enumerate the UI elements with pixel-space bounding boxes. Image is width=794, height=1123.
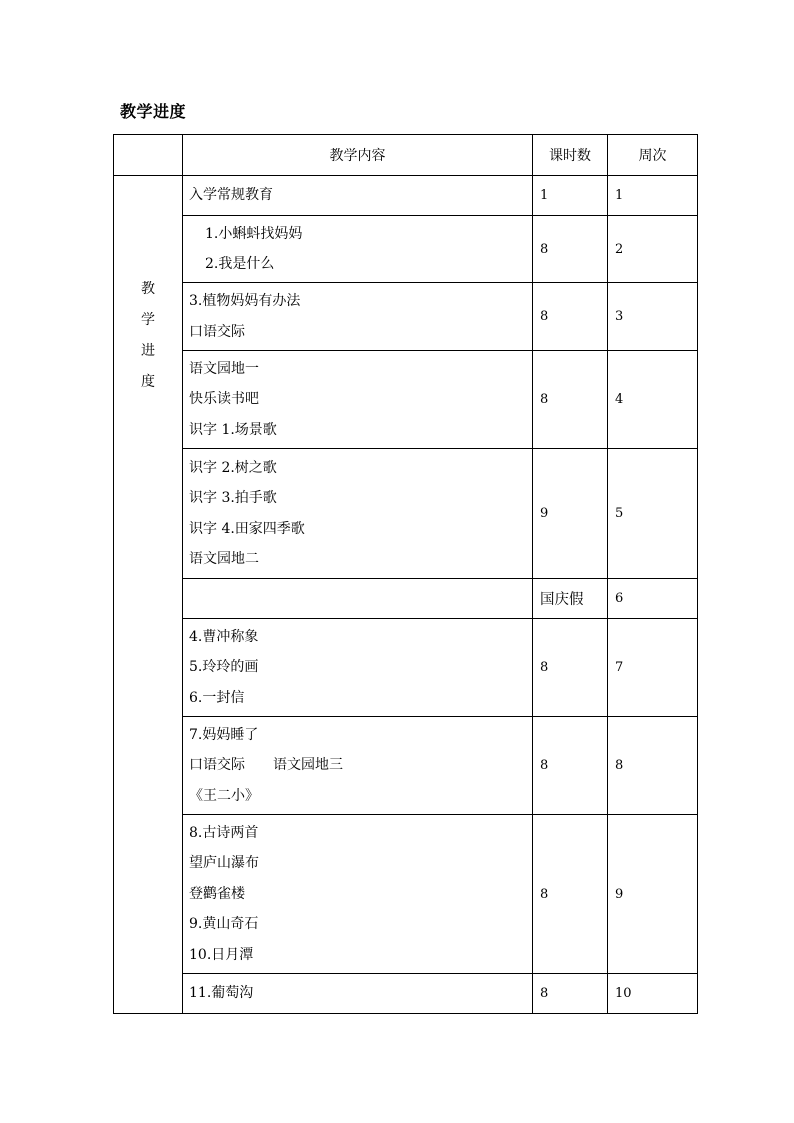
content-line: 9.黄山奇石	[189, 916, 259, 933]
content-line: 识字 1.场景歌	[189, 421, 277, 438]
content-line: 识字 2.树之歌	[189, 459, 277, 476]
content-line: 3.植物妈妈有办法	[189, 293, 301, 309]
side-label-char: 度	[141, 374, 155, 390]
header-content: 教学内容	[183, 135, 533, 176]
content-line: 11.葡萄沟	[189, 985, 254, 1002]
content-line: 4.曹冲称象	[189, 628, 259, 645]
week-cell: 10	[608, 974, 698, 1014]
hours-cell: 8	[533, 815, 608, 974]
table-row	[114, 619, 698, 717]
content-line: 7.妈妈睡了	[189, 726, 259, 743]
content-line: 10.日月潭	[189, 946, 254, 963]
hours-cell: 8	[533, 351, 608, 449]
content-line: 语文园地二	[189, 551, 259, 567]
week-cell: 6	[608, 579, 698, 619]
content-line: 6.一封信	[189, 689, 245, 706]
content-line: 语文园地一	[189, 360, 259, 377]
table-header-row	[114, 135, 698, 176]
schedule-table	[113, 134, 698, 1014]
content-cell	[183, 579, 533, 619]
table-row	[114, 283, 698, 351]
table-row	[114, 579, 698, 619]
week-cell: 7	[608, 619, 698, 717]
side-label	[114, 176, 183, 1014]
content-line: 登鹳雀楼	[189, 885, 245, 902]
week-cell: 9	[608, 815, 698, 974]
content-segment: 语文园地三	[273, 757, 343, 774]
content-cell	[183, 216, 533, 283]
week-cell: 1	[608, 176, 698, 216]
week-cell: 8	[608, 717, 698, 815]
content-line: 识字 4.田家四季歌	[189, 520, 305, 537]
table-row	[114, 216, 698, 283]
side-label-char: 学	[141, 312, 155, 328]
content-line: 入学常规教育	[189, 187, 273, 204]
hours-cell: 8	[533, 619, 608, 717]
table-row	[114, 351, 698, 449]
content-line: 2.我是什么	[205, 256, 275, 272]
content-line: 8.古诗两首	[189, 824, 259, 841]
content-line: 快乐读书吧	[189, 391, 259, 408]
table-row	[114, 815, 698, 974]
hours-cell: 8	[533, 974, 608, 1014]
hours-cell: 9	[533, 449, 608, 579]
table-row	[114, 717, 698, 815]
content-line: 1.小蝌蚪找妈妈	[205, 225, 303, 242]
table-row	[114, 449, 698, 579]
hours-cell: 国庆假	[533, 579, 608, 619]
content-cell	[183, 619, 533, 717]
week-cell: 2	[608, 216, 698, 283]
table-row	[114, 176, 698, 216]
side-label-char: 进	[141, 343, 155, 359]
header-hours: 课时数	[533, 135, 608, 176]
week-cell: 4	[608, 351, 698, 449]
hours-cell: 8	[533, 283, 608, 351]
week-cell: 5	[608, 449, 698, 579]
content-cell	[183, 974, 533, 1014]
side-label-char: 教	[141, 281, 155, 297]
content-cell	[183, 815, 533, 974]
hours-cell: 1	[533, 176, 608, 216]
content-segment: 口语交际	[189, 757, 245, 774]
content-line	[189, 750, 532, 781]
content-line: 望庐山瀑布	[189, 855, 259, 872]
header-side	[114, 135, 183, 176]
header-week: 周次	[608, 135, 698, 176]
content-line: 识字 3.拍手歌	[189, 490, 277, 506]
content-cell	[183, 176, 533, 216]
content-cell	[183, 717, 533, 815]
content-cell	[183, 351, 533, 449]
table-row	[114, 974, 698, 1014]
week-cell: 3	[608, 283, 698, 351]
content-line: 《王二小》	[189, 787, 259, 804]
hours-cell: 8	[533, 216, 608, 283]
page-title: 教学进度	[120, 102, 187, 121]
hours-cell: 8	[533, 717, 608, 815]
content-line: 口语交际	[189, 323, 245, 340]
content-line: 5.玲玲的画	[189, 659, 259, 676]
content-cell	[183, 283, 533, 351]
content-cell	[183, 449, 533, 579]
